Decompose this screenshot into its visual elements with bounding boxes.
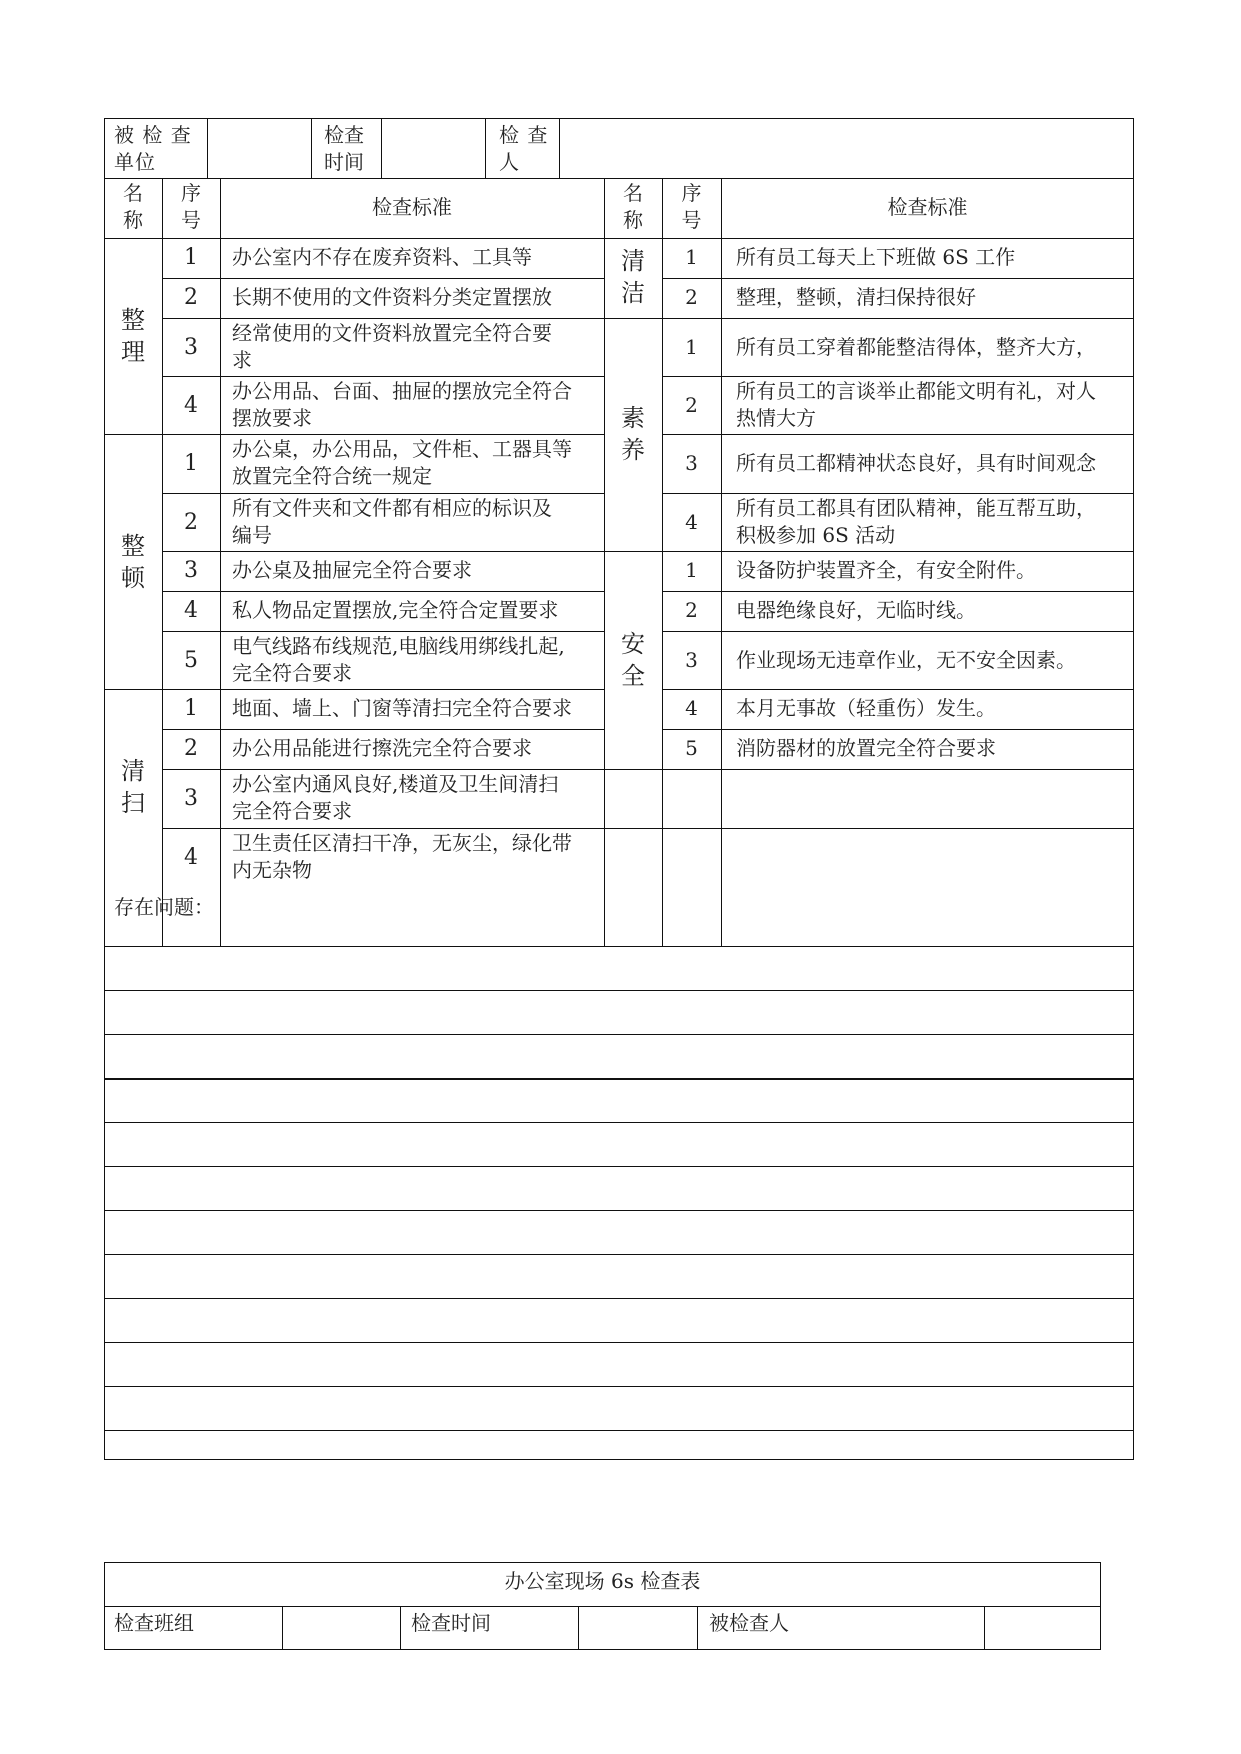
seq: 1 <box>184 696 198 721</box>
standard-text: 所有文件夹和文件都有相应的标识及 编号 <box>232 496 552 547</box>
check-time-label: 检查时间 <box>411 1611 491 1635</box>
standard-text: 消防器材的放置完全符合要求 <box>736 736 996 760</box>
standard-text: 地面、墙上、门窗等清扫完全符合要求 <box>232 696 572 720</box>
col-header-seq-left: 序 号 <box>181 181 201 232</box>
seq: 1 <box>184 245 198 270</box>
team-value-field[interactable] <box>286 1610 396 1646</box>
problems-writing-area[interactable] <box>105 947 1133 1459</box>
seq: 4 <box>184 598 198 623</box>
group-name-suyang: 素 养 <box>621 404 645 464</box>
problems-label: 存在问题： <box>114 895 214 919</box>
standard-text: 电器绝缘良好，无临时线。 <box>736 598 976 622</box>
standard-text: 本月无事故（轻重伤）发生。 <box>736 696 996 720</box>
seq: 4 <box>184 845 198 870</box>
standard-text: 所有员工都精神状态良好，具有时间观念 <box>736 451 1096 475</box>
seq: 2 <box>685 285 698 309</box>
standard-text: 私人物品定置摆放,完全符合定置要求 <box>232 598 559 622</box>
inspectee-value-field[interactable] <box>988 1610 1096 1646</box>
standard-text: 所有员工每天上下班做 6S 工作 <box>736 245 1016 269</box>
time-value-field[interactable] <box>386 122 484 174</box>
unit-label: 被 检 查 单位 <box>114 123 192 174</box>
standard-text: 办公用品能进行擦洗完全符合要求 <box>232 736 532 760</box>
seq: 2 <box>685 393 698 417</box>
seq: 2 <box>184 736 198 761</box>
form-title: 办公室现场 6s 检查表 <box>504 1569 701 1593</box>
standard-text: 所有员工穿着都能整洁得体，整齐大方， <box>736 335 1096 359</box>
standard-text: 办公桌及抽屉完全符合要求 <box>232 558 472 582</box>
summary-table <box>104 1562 1101 1650</box>
group-name-anquan: 安 全 <box>621 630 645 690</box>
standard-text: 所有员工都具有团队精神，能互帮互助， 积极参加 6S 活动 <box>736 496 1096 547</box>
seq: 5 <box>685 736 698 760</box>
col-header-standard-left: 检查标准 <box>372 195 452 219</box>
team-label: 检查班组 <box>114 1611 194 1635</box>
seq: 1 <box>685 558 698 582</box>
col-header-name-right: 名 称 <box>623 181 643 232</box>
standard-text: 设备防护装置齐全，有安全附件。 <box>736 558 1036 582</box>
group-name-qingsao: 清 扫 <box>121 757 145 817</box>
seq: 5 <box>184 648 198 673</box>
standard-text: 长期不使用的文件资料分类定置摆放 <box>232 285 552 309</box>
seq: 3 <box>685 648 698 672</box>
standard-text: 整理，整顿，清扫保持很好 <box>736 285 976 309</box>
col-header-seq-right: 序 号 <box>681 181 702 232</box>
standard-text: 办公桌，办公用品，文件柜、工器具等 放置完全符合统一规定 <box>232 437 572 488</box>
group-name-qingjie: 清 洁 <box>621 247 645 307</box>
col-header-standard-right: 检查标准 <box>887 195 968 219</box>
group-name-zhengli: 整 理 <box>121 306 145 366</box>
standard-text: 电气线路布线规范,电脑线用绑线扎起, 完全符合要求 <box>232 634 565 685</box>
inspectee-label: 被检查人 <box>709 1611 789 1635</box>
seq: 2 <box>184 285 198 310</box>
col-header-name-left: 名 称 <box>123 181 143 232</box>
seq: 4 <box>685 696 698 720</box>
time-label: 检查 时间 <box>324 123 364 174</box>
seq: 4 <box>685 510 698 534</box>
seq: 1 <box>685 335 698 359</box>
seq: 3 <box>184 558 198 583</box>
inspection-table <box>104 118 1134 1460</box>
unit-value-field[interactable] <box>212 122 310 174</box>
group-name-zhengdun: 整 顿 <box>121 532 145 592</box>
standard-text: 办公用品、台面、抽屉的摆放完全符合 摆放要求 <box>232 379 572 430</box>
inspector-value-field[interactable] <box>564 122 1129 174</box>
seq: 3 <box>685 451 698 475</box>
seq: 4 <box>184 393 198 418</box>
seq: 2 <box>685 598 698 622</box>
seq: 3 <box>184 786 198 811</box>
standard-text: 作业现场无违章作业，无不安全因素。 <box>736 648 1076 672</box>
standard-text: 办公室内不存在废弃资料、工具等 <box>232 245 532 269</box>
inspector-label: 检 查 人 <box>499 123 549 174</box>
seq: 1 <box>685 245 698 269</box>
check-time-value-field[interactable] <box>582 1610 692 1646</box>
standard-text: 所有员工的言谈举止都能文明有礼，对人 热情大方 <box>736 379 1096 430</box>
standard-text: 卫生责任区清扫干净，无灰尘，绿化带 内无杂物 <box>232 831 572 882</box>
seq: 3 <box>184 335 198 360</box>
standard-text: 办公室内通风良好,楼道及卫生间清扫 完全符合要求 <box>232 772 559 823</box>
seq: 2 <box>184 510 198 535</box>
standard-text: 经常使用的文件资料放置完全符合要 求 <box>232 321 552 372</box>
seq: 1 <box>184 451 198 476</box>
